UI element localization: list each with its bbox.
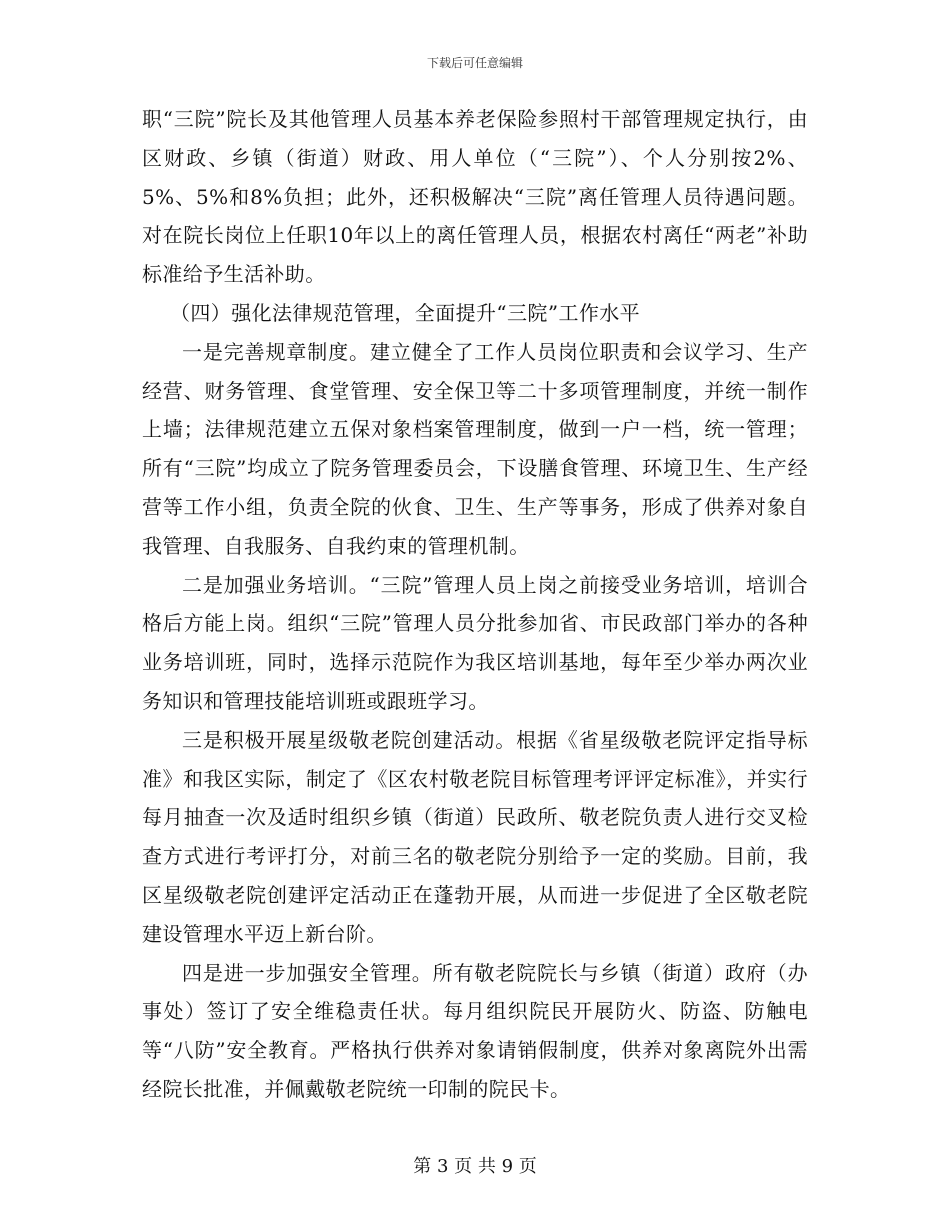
document-body	[142, 100, 808, 1109]
paragraph-training: 二是加强业务培训。“三院”管理人员上岗之前接受业务培训，培训合格后方能上岗。组织“三院”管理人员分批参加省、市民政部门举办的各种业务培训班，同时，选择示范院作为我区培训基地，每年至少举办两次业务知识和管理技能培训班或跟班学习。	[142, 572, 808, 713]
paragraph-safety: 四是进一步加强安全管理。所有敬老院院长与乡镇（街道）政府（办事处）签订了安全维稳责任状。每月组织院民开展防火、防盗、防触电等“八防”安全教育。严格执行供养对象请销假制度，供养对象离院外出需经院长批准，并佩戴敬老院统一印制的院民卡。	[142, 960, 808, 1101]
page-footer: 第 3 页 共 9 页	[413, 1156, 537, 1177]
paragraph-star-rating: 三是积极开展星级敬老院创建活动。根据《省星级敬老院评定指导标准》和我区实际，制定了《区农村敬老院目标管理考评评定标准》，并实行每月抽查一次及适时组织乡镇（街道）民政所、敬老院负责人进行交叉检查方式进行考评打分，对前三名的敬老院分别给予一定的奖励。目前，我区星级敬老院创建评定活动正在蓬勃开展，从而进一步促进了全区敬老院建设管理水平迈上新台阶。	[142, 727, 808, 946]
paragraph-rules: 一是完善规章制度。建立健全了工作人员岗位职责和会议学习、生产经营、财务管理、食堂管理、安全保卫等二十多项管理制度，并统一制作上墙；法律规范建立五保对象档案管理制度，做到一户一档，统一管理；所有“三院”均成立了院务管理委员会，下设膳食管理、环境卫生、生产经营等工作小组，负责全院的伙食、卫生、生产等事务，形成了供养对象自我管理、自我服务、自我约束的管理机制。	[142, 339, 808, 558]
paragraph-continuation: 职“三院”院长及其他管理人员基本养老保险参照村干部管理规定执行，由区财政、乡镇（街道）财政、用人单位（“三院”）、个人分别按2%、5%、5%和8%负担；此外，还积极解决“三院”离任管理人员待遇问题。对在院长岗位上任职10年以上的离任管理人员，根据农村离任“两老”补助标准给予生活补助。	[142, 107, 808, 287]
page-header: 下载后可任意编辑	[426, 56, 523, 70]
section-heading: （四）强化法律规范管理，全面提升“三院”工作水平	[170, 300, 641, 325]
